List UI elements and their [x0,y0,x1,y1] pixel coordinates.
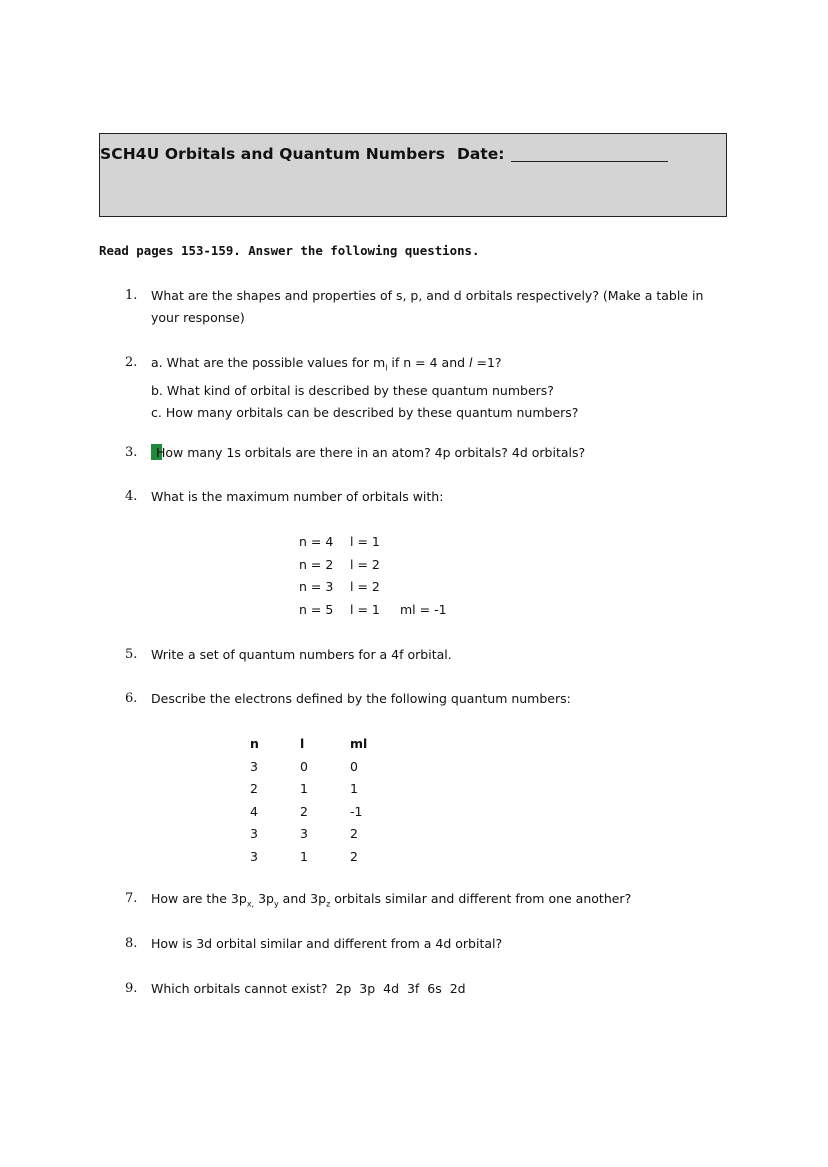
text-run: How many 1s orbitals are there in an atom? 4p orbitals? 4d orbitals? [156,445,586,460]
question-number: 7. [125,891,138,906]
table-header-l: l [300,736,305,751]
text-run: if n = 4 and [387,355,470,370]
cond-l: l = 2 [350,579,380,594]
text-run: and 3p [278,891,327,906]
header-box [99,133,727,217]
question-line: Which orbitals cannot exist? 2p 3p 4d 3f 6s 2d [151,981,466,996]
subscript: l [385,363,388,373]
cond-n: n = 2 [299,557,334,572]
table-cell: 1 [300,849,308,864]
question-line: Write a set of quantum numbers for a 4f orbital. [151,647,452,662]
question-number: 8. [125,936,138,951]
cond-n: n = 5 [299,602,334,617]
table-cell: 2 [300,804,308,819]
table-cell: 4 [250,804,258,819]
subscript-x: x, [246,899,255,909]
question-part-c: c. How many orbitals can be described by these quantum numbers? [151,404,579,420]
question-text [151,978,466,1000]
subscript-z: z [326,899,331,909]
table-cell: 1 [350,781,358,796]
question-line: What are the shapes and properties of s, p, and d orbitals respectively? (Make a table in [151,288,704,303]
worksheet-title: SCH4U Orbitals and Quantum Numbers [100,145,446,163]
italic-l: l [469,355,473,370]
cond-ml: ml = -1 [400,602,447,617]
cond-l: l = 2 [350,557,380,572]
question-line: How is 3d orbital similar and different from a 4d orbital? [151,936,503,951]
question-line: your response) [151,310,245,325]
text-run: How are the 3p [151,891,247,906]
question-text [151,486,443,508]
table-cell: 0 [350,759,358,774]
table-cell: 3 [300,826,308,841]
cond-n: n = 4 [299,534,334,549]
table-cell: 2 [350,849,358,864]
question-part-b: b. What kind of orbital is described by these quantum numbers? [151,382,554,398]
question-text [151,644,452,666]
instructions: Read pages 153-159. Answer the following questions. [99,243,480,258]
table-cell: -1 [350,804,363,819]
cond-n: n = 3 [299,579,334,594]
question-text [151,285,703,329]
table-header-ml: ml [350,736,368,751]
date-label: Date: [457,145,505,163]
question-number: 3. [125,445,138,460]
question-number: 6. [125,691,138,706]
table-cell: 3 [250,759,258,774]
text-run: orbitals similar and different from one another? [330,891,632,906]
question-number: 4. [125,489,138,504]
question-line: What is the maximum number of orbitals with: [151,489,444,504]
table-cell: 3 [250,826,258,841]
table-header-n: n [250,736,259,751]
date-blank-line [511,161,668,162]
text-run: 3p [254,891,274,906]
question-number: 5. [125,647,138,662]
question-line [151,888,631,916]
question-part-a [151,352,578,380]
table-cell: 0 [300,759,308,774]
question-number: 9. [125,981,138,996]
subscript-y: y [273,899,279,909]
question-line [151,442,585,464]
text-run: =1? [472,355,502,370]
cond-l: l = 1 [350,534,380,549]
table-cell: 2 [350,826,358,841]
question-line: Describe the electrons defined by the following quantum numbers: [151,691,571,706]
question-text [151,442,585,464]
question-text [151,933,502,955]
question-text [151,888,631,916]
text-run: a. What are the possible values for m [151,355,386,370]
table-cell: 3 [250,849,258,864]
question-number: 2. [125,355,138,370]
table-cell: 1 [300,781,308,796]
question-number: 1. [125,288,138,303]
question-text [151,352,578,424]
question-text [151,688,571,710]
table-cell: 2 [250,781,258,796]
cond-l: l = 1 [350,602,380,617]
